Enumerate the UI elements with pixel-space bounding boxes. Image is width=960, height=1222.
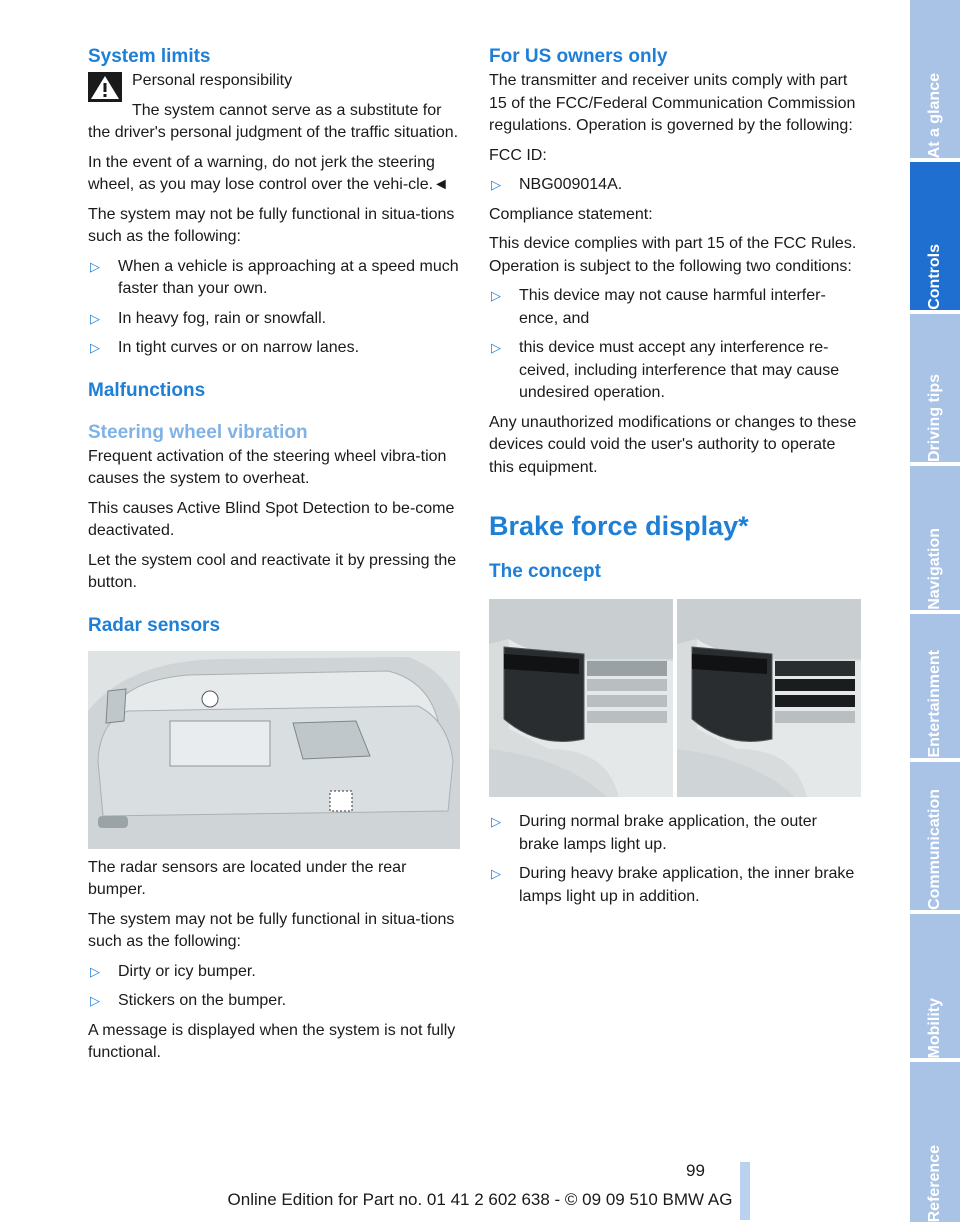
list-item: ▷ this device must accept any interference re-ceived, including interference that may cause undesired operation. — [491, 339, 840, 401]
tab-navigation[interactable]: Navigation — [910, 466, 960, 610]
bullet-triangle-icon: ▷ — [90, 340, 100, 355]
warning-triangle-icon — [88, 72, 122, 102]
brake-lamp-figures — [489, 599, 861, 797]
malfunctions-p2: This causes Active Blind Spot Detection to be-come deactivated. — [88, 499, 455, 539]
malfunctions-p1: Frequent activation of the steering wheel vibra-tion causes the system to overheat. — [88, 447, 447, 487]
bullet-triangle-icon: ▷ — [90, 310, 100, 326]
tab-at-a-glance[interactable]: At a glance — [910, 0, 960, 158]
bullet-triangle-icon: ▷ — [90, 993, 100, 1008]
tab-driving-tips[interactable]: Driving tips — [910, 314, 960, 462]
tab-reference[interactable]: Reference — [910, 1062, 960, 1222]
radar-p3: A message is displayed when the system is not fully functional. — [88, 1021, 456, 1061]
malfunctions-p3: Let the system cool and reactivate it by pressing the button. — [88, 551, 457, 591]
us-owners-p2: This device complies with part 15 of the FCC Rules. Operation is subject to the following two conditions: — [489, 235, 857, 275]
list-item: ▷ NBG009014A. — [489, 174, 861, 197]
fcc-id-label: FCC ID: — [489, 146, 547, 164]
section-sidebar — [910, 0, 960, 1222]
list-item: ▷ In heavy fog, rain or snowfall. — [88, 308, 460, 331]
brake-force-heading: Brake force display* — [489, 511, 749, 541]
list-item: ▷ Dirty or icy bumper. — [88, 961, 460, 984]
warning-text: The system cannot serve as a substitute for the driver's personal judgment of the traffic situation. — [88, 101, 459, 141]
list-item: ▷ In tight curves or on narrow lanes. — [88, 337, 460, 360]
bullet-triangle-icon: ▷ — [491, 814, 501, 829]
brake-lamp-heavy-illustration — [677, 599, 861, 797]
car-rear-radar-illustration — [88, 651, 460, 849]
list-item: ▷ This device may not cause harmful interfer-ence, and — [491, 287, 826, 327]
tab-mobility[interactable]: Mobility — [910, 914, 960, 1058]
bullet-triangle-icon: ▷ — [90, 258, 100, 274]
bullet-triangle-icon: ▷ — [90, 963, 100, 979]
bullet-triangle-icon: ▷ — [491, 866, 501, 881]
concept-heading: The concept — [489, 561, 601, 582]
tab-controls[interactable]: Controls — [910, 162, 960, 310]
radar-sensors-heading: Radar sensors — [88, 614, 221, 636]
radar-p2: The system may not be fully functional in situa-tions such as the following: — [88, 910, 455, 950]
list-item: ▷ When a vehicle is approaching at a speed much faster than your own. — [90, 257, 459, 297]
tab-communication[interactable]: Communication — [910, 762, 960, 910]
footer-text: Online Edition for Part no. 01 41 2 602 638 - © 09 09 510 BMW AG — [227, 1190, 733, 1209]
system-limits-intro: The system may not be fully functional in situa-tions such as the following: — [88, 205, 455, 245]
bullet-triangle-icon: ▷ — [491, 288, 501, 303]
page-number: 99 — [686, 1161, 705, 1180]
brake-lamp-normal-illustration — [489, 599, 673, 797]
us-owners-p1: The transmitter and receiver units comply with part 15 of the FCC/Federal Communication Commission regulations. Operation is governed by the following: — [489, 72, 856, 134]
steering-vibration-heading: Steering wheel vibration — [88, 421, 308, 443]
left-column — [88, 44, 460, 1072]
right-column — [489, 44, 861, 915]
us-owners-heading: For US owners only — [489, 46, 668, 67]
steering-warning-text: In the event of a warning, do not jerk the steering wheel, as you may lose control over the vehi-cle.◄ — [88, 153, 449, 193]
warning-title: Personal responsibility — [132, 72, 293, 89]
list-item: ▷ Stickers on the bumper. — [88, 990, 460, 1013]
bullet-triangle-icon: ▷ — [491, 177, 501, 192]
brake-list — [489, 811, 861, 908]
compliance-label: Compliance statement: — [489, 205, 653, 223]
bullet-triangle-icon: ▷ — [491, 340, 501, 355]
malfunctions-heading: Malfunctions — [88, 379, 206, 401]
system-limits-list — [88, 256, 460, 360]
fcc-id-list — [489, 174, 861, 197]
radar-p1: The radar sensors are located under the rear bumper. — [88, 858, 407, 898]
us-owners-p3: Any unauthorized modifications or changes to these devices could void the user's authority to operate this equipment. — [489, 413, 857, 476]
list-item: ▷ During heavy brake application, the inner brake lamps light up in addition. — [491, 865, 855, 905]
list-item: ▷ During normal brake application, the outer brake lamps light up. — [491, 813, 817, 853]
radar-list — [88, 961, 460, 1013]
system-limits-heading: System limits — [88, 46, 211, 67]
warning-block — [88, 70, 460, 93]
tab-entertainment[interactable]: Entertainment — [910, 614, 960, 758]
conditions-list — [489, 285, 861, 405]
